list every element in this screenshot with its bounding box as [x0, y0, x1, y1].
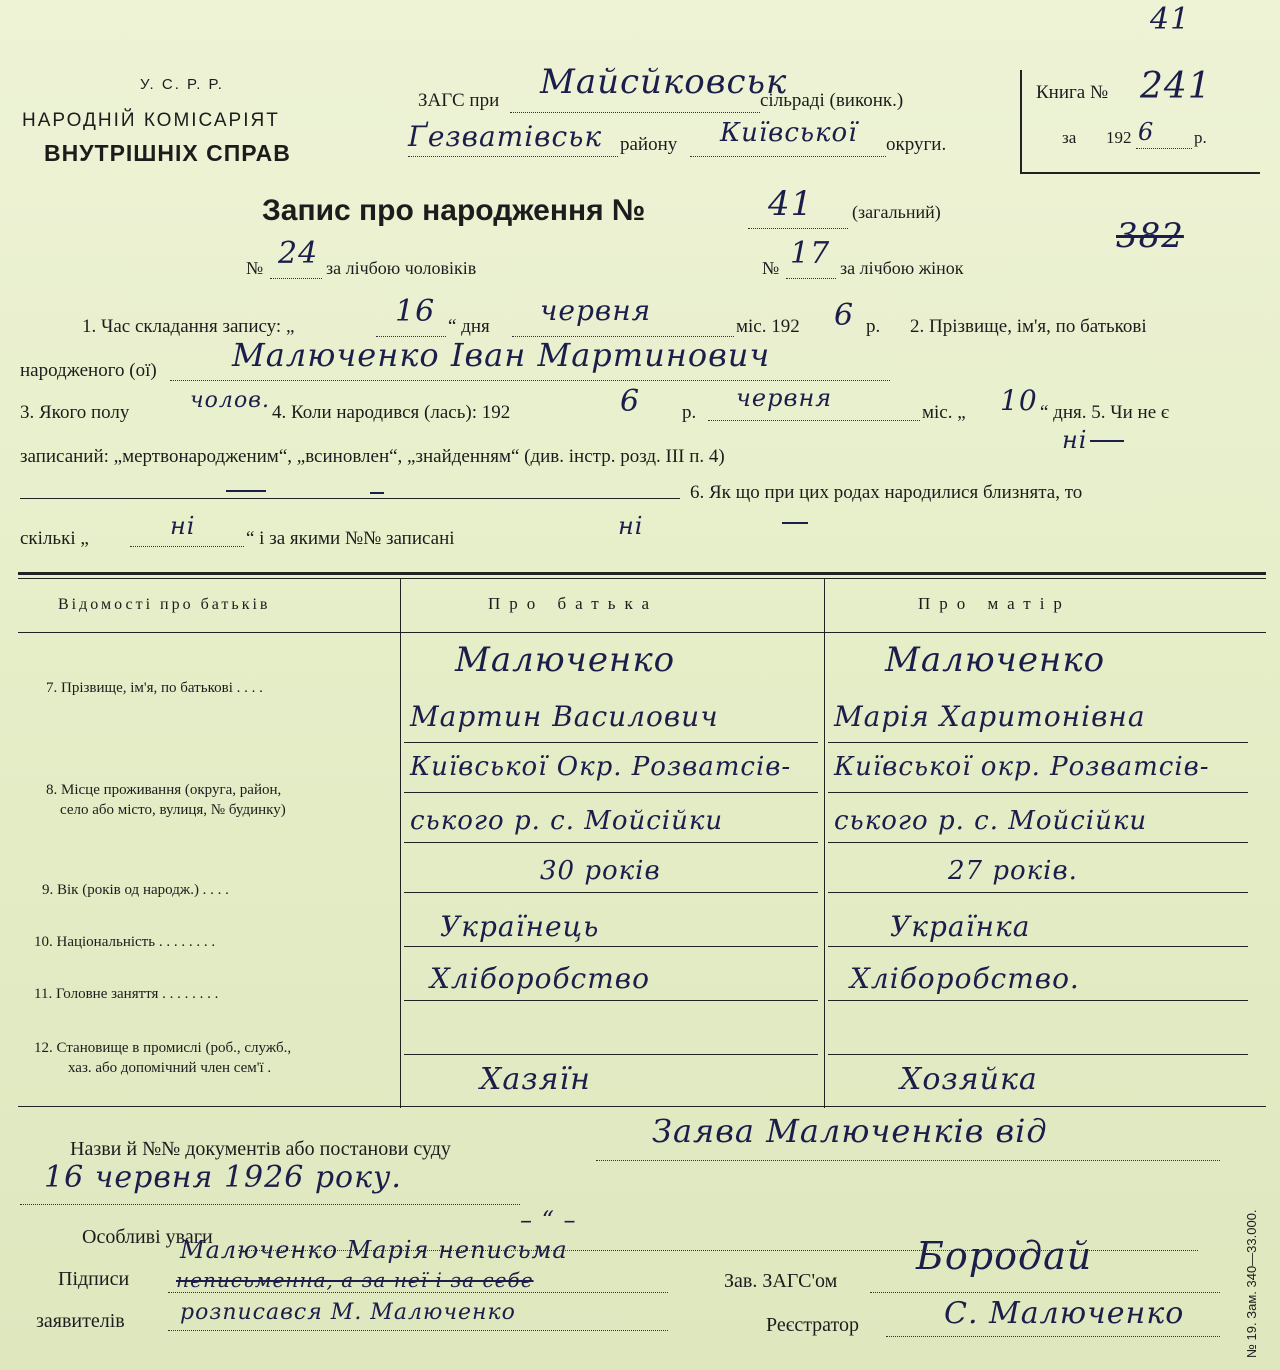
- zags-district-hw: Ґезватівськ: [408, 120, 603, 153]
- zags-village-line: [510, 112, 760, 113]
- table-header-rule: [18, 632, 1266, 633]
- row8-mother-hw2: ського р. с. Мойсійки: [834, 806, 1148, 836]
- row7-father-rule: [404, 742, 818, 743]
- q3-text3: р.: [682, 402, 697, 423]
- table-header-father: Про батька: [488, 594, 659, 613]
- row9-mother-rule: [828, 892, 1248, 893]
- row8-father-rule1: [404, 792, 818, 793]
- title-struck-hw: 382: [1116, 216, 1184, 256]
- sign-hw3: розписався М. Малюченко: [180, 1300, 516, 1325]
- q1-text3: міс. 192: [736, 316, 800, 337]
- ministry-label: ВНУТРІШНІХ СПРАВ: [44, 140, 291, 166]
- sign-hw2: неписьменна, а за неї і за себе: [176, 1268, 534, 1292]
- q3-blank-dash2: [370, 492, 384, 494]
- row12-mother-hw: Хозяйка: [900, 1062, 1038, 1097]
- sign-label2: заявителів: [36, 1310, 125, 1332]
- table-header-mother: Про матір: [918, 594, 1071, 613]
- q3-text5: “ дня. 5. Чи не є: [1040, 402, 1170, 423]
- row12-label-line1: 12. Становище в промислі (роб., служб.,: [34, 1040, 292, 1056]
- q3-month-hw: червня: [736, 384, 833, 412]
- q1-name-hw: Малюченко Іван Мартинович: [232, 336, 771, 374]
- reg-signature-hw: С. Малюченко: [944, 1296, 1185, 1331]
- title-number-hw: 41: [768, 184, 814, 224]
- zags-prefix: ЗАГС при: [418, 90, 500, 111]
- row12-label-line2: хаз. або допомічний член сем'ї .: [68, 1060, 272, 1076]
- row7-mother-hw2: Марія Харитонівна: [834, 700, 1146, 733]
- zags-district-line: [408, 156, 618, 157]
- head-label: Зав. ЗАГС'ом: [724, 1270, 838, 1292]
- sign-label1: Підписи: [58, 1268, 130, 1290]
- docs-line1: [596, 1160, 1220, 1161]
- q1-name-line: [170, 380, 890, 381]
- q3-year-hw: 6: [620, 384, 641, 419]
- docs-label: Назви й №№ документів або постанови суду: [70, 1138, 451, 1160]
- row8-mother-rule2: [828, 842, 1248, 843]
- q1-year-hw: 6: [834, 298, 855, 333]
- q6-text3: “ і за якими №№ записані: [246, 528, 455, 549]
- book-year-line: [1136, 148, 1192, 149]
- row7-father-hw2: Мартин Василович: [410, 700, 719, 733]
- zags-region-label: округи.: [886, 134, 947, 155]
- zags-region-line: [690, 156, 886, 157]
- table-top-rule-thin: [18, 578, 1266, 579]
- book-box-left: [1020, 70, 1022, 174]
- reg-label: Реєстратор: [766, 1314, 860, 1336]
- row9-father-hw: 30 років: [540, 856, 661, 886]
- q1-month-hw: червня: [540, 294, 652, 327]
- q1-text6: народженого (ої): [20, 360, 157, 381]
- row11-label: 11. Головне заняття . . . . . . . .: [34, 986, 219, 1002]
- row10-label: 10. Національність . . . . . . . .: [34, 934, 216, 950]
- row8-mother-rule1: [828, 792, 1248, 793]
- row11-father-rule: [404, 1000, 818, 1001]
- corner-mark: 41: [1150, 2, 1191, 37]
- q3-text1: 3. Якого полу: [20, 402, 130, 423]
- q6-nums-hw: ні: [618, 512, 644, 540]
- q3-text2: 4. Коли народився (лась): 192: [272, 402, 511, 423]
- row11-mother-rule: [828, 1000, 1248, 1001]
- row11-mother-hw: Хліборобство.: [850, 962, 1080, 995]
- book-year: 192: [1106, 128, 1132, 147]
- female-no-label: №: [762, 258, 780, 278]
- q3-text4: міс. „: [922, 402, 966, 423]
- book-year-suffix: р.: [1194, 128, 1207, 147]
- male-count-hw: 24: [278, 236, 319, 271]
- row7-label: 7. Прізвище, ім'я, по батькові . . . .: [46, 680, 263, 696]
- q6-text2: скількі „: [20, 528, 89, 549]
- row11-father-hw: Хліборобство: [430, 962, 650, 995]
- row9-mother-hw: 27 років.: [948, 856, 1078, 886]
- book-box-bottom: [1020, 172, 1260, 174]
- book-label: Книга №: [1036, 82, 1109, 103]
- notes-hw: – “ –: [520, 1206, 577, 1234]
- zags-region-hw: Київської: [720, 118, 858, 148]
- q6-count-line: [130, 546, 244, 547]
- q3-text6: записаний: „мертвонародженим“, „всиновлен“, „знайденням“ (див. інстр. розд. III п. 4): [20, 446, 725, 467]
- q3-answer-hw: ні: [1062, 426, 1088, 454]
- row10-father-hw: Українець: [440, 910, 600, 943]
- title-general: (загальний): [852, 202, 941, 222]
- book-year-label: за: [1062, 128, 1077, 147]
- q3-blank-dash1: [226, 490, 266, 492]
- sign-line1: [168, 1292, 668, 1293]
- commissariat-label: НАРОДНІЙ КОМІСАРІЯТ: [22, 110, 280, 131]
- ussr-label: У. С. Р. Р.: [140, 76, 224, 93]
- row9-label: 9. Вік (років од народж.) . . . .: [42, 882, 229, 898]
- docs-line2: [20, 1204, 520, 1205]
- zags-after-village: сільраді (виконк.): [760, 90, 904, 111]
- male-count-text: за лічбою чоловіків: [326, 258, 477, 278]
- q1-text4: р.: [866, 316, 881, 337]
- q1-text5: 2. Прізвище, ім'я, по батькові: [910, 316, 1147, 337]
- q1-text2: “ дня: [448, 316, 490, 337]
- row7-mother-rule: [828, 742, 1248, 743]
- female-count-hw: 17: [790, 236, 831, 271]
- table-col1-divider: [400, 578, 401, 1108]
- row10-father-rule: [404, 946, 818, 947]
- row8-label-line2: село або місто, вулиця, № будинку): [60, 802, 286, 818]
- q3-day-hw: 10: [1000, 384, 1038, 417]
- row12-father-hw: Хазяїн: [480, 1062, 591, 1097]
- print-mark: № 19. Зам. 340—33.000.: [1244, 1209, 1259, 1358]
- head-signature-hw: Бородай: [916, 1234, 1093, 1278]
- q6-text1: 6. Як що при цих родах народилися близнята, то: [690, 482, 1083, 503]
- male-count-line: [270, 278, 322, 279]
- table-bottom-rule: [18, 1106, 1266, 1107]
- q6-blank-line: [20, 498, 680, 499]
- female-count-line: [786, 278, 836, 279]
- q3-answer-dash: [1090, 440, 1124, 442]
- record-title: Запис про народження №: [262, 194, 646, 227]
- q1-text1: 1. Час складання запису: „: [82, 316, 295, 337]
- q6-nums-dash: [782, 522, 808, 524]
- male-no-label: №: [246, 258, 264, 278]
- row12-mother-rule1: [828, 1054, 1248, 1055]
- book-number-hw: 241: [1140, 66, 1212, 107]
- female-count-text: за лічбою жінок: [840, 258, 964, 278]
- table-top-rule: [18, 572, 1266, 575]
- row8-father-rule2: [404, 842, 818, 843]
- row8-father-hw2: ського р. с. Мойсійки: [410, 806, 724, 836]
- row7-mother-hw1: Малюченко: [885, 640, 1106, 680]
- head-line: [870, 1292, 1220, 1293]
- table-col2-divider: [824, 578, 825, 1108]
- notes-label: Особливі уваги: [82, 1226, 213, 1248]
- q3-sex-hw: чолов.: [190, 388, 270, 413]
- docs-hw2: 16 червня 1926 року.: [44, 1160, 402, 1195]
- q6-count-hw: ні: [170, 512, 196, 540]
- sign-line2: [168, 1330, 668, 1331]
- row8-father-hw1: Київської Окр. Розватсів-: [410, 752, 792, 782]
- row10-mother-rule: [828, 946, 1248, 947]
- title-number-line: [748, 228, 848, 229]
- table-header-info: Відомості про батьків: [58, 596, 271, 613]
- zags-district-label: району: [620, 134, 678, 155]
- row10-mother-hw: Українка: [890, 910, 1031, 943]
- docs-hw1: Заява Малюченків від: [652, 1112, 1048, 1150]
- row8-label-line1: 8. Місце проживання (округа, район,: [46, 782, 282, 798]
- zags-village-hw: Майсйковськ: [540, 62, 788, 102]
- row8-mother-hw1: Київської окр. Розватсів-: [834, 752, 1210, 782]
- q3-month-line: [708, 420, 920, 421]
- sign-hw1: Малюченко Марія неписьма: [180, 1236, 568, 1264]
- row12-father-rule1: [404, 1054, 818, 1055]
- reg-line: [886, 1336, 1220, 1337]
- row9-father-rule: [404, 892, 818, 893]
- q1-day-hw: 16: [395, 294, 436, 329]
- row7-father-hw1: Малюченко: [455, 640, 676, 680]
- book-year-hw: 6: [1138, 118, 1155, 146]
